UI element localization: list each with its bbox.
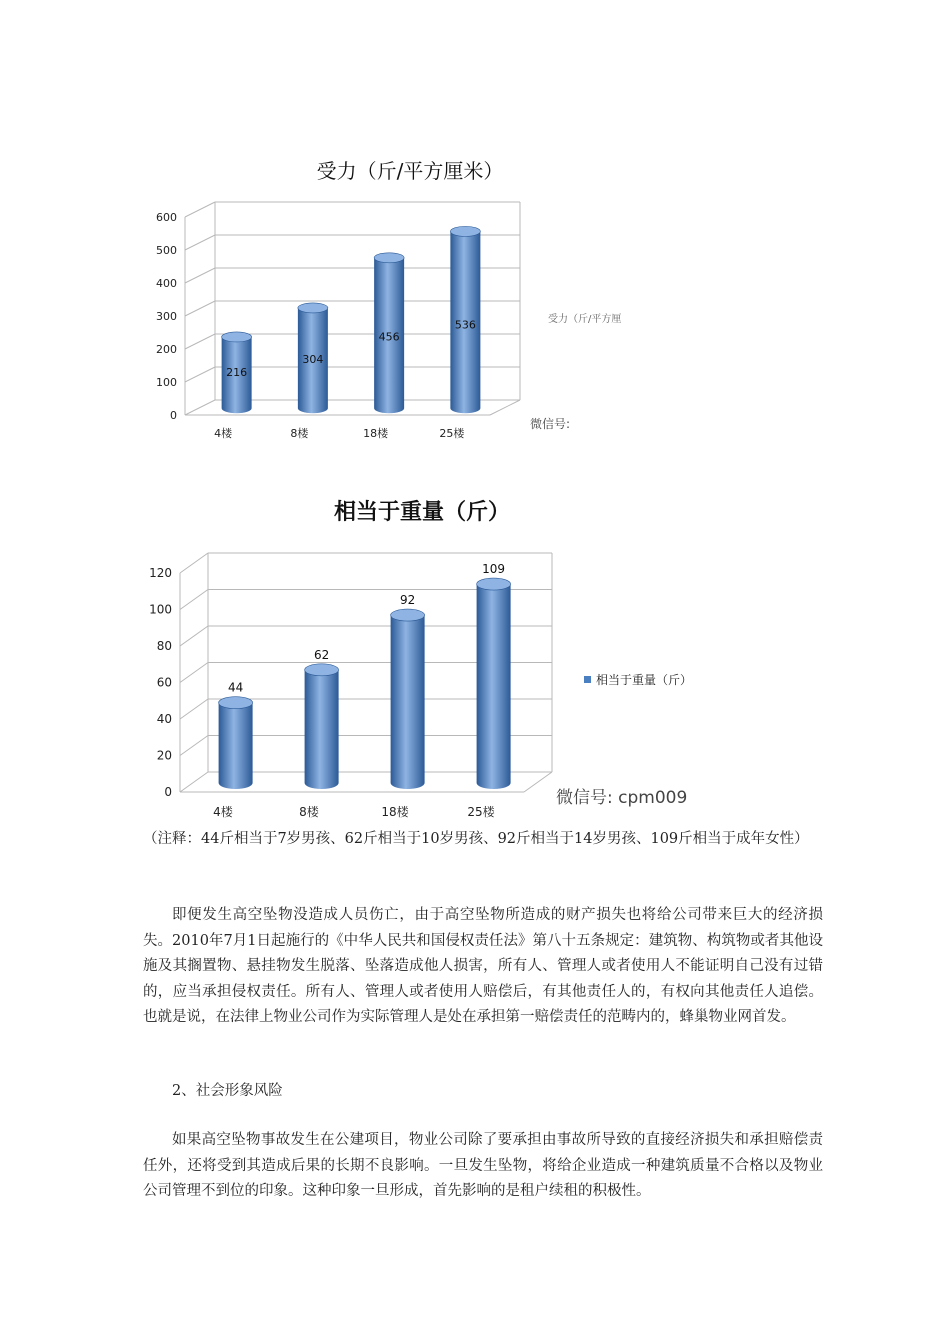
- bar-top-18楼: [374, 253, 404, 263]
- weight-chart-svg: [0, 485, 950, 830]
- bar-8楼: [305, 670, 339, 789]
- y-tick-label: 400: [156, 277, 177, 290]
- y-tick-label: 20: [156, 748, 172, 763]
- legend-label: 受力（斤/平方厘: [548, 314, 622, 325]
- chart-title: 受力（斤/平方厘米）: [316, 159, 504, 183]
- gridline-side: [180, 699, 208, 719]
- gridline-side: [180, 626, 208, 646]
- chart-title: 相当于重量（斤）: [333, 500, 511, 525]
- bar-top-8楼: [298, 303, 328, 313]
- y-tick-label: 100: [149, 602, 172, 617]
- pressure-chart: [0, 140, 950, 450]
- x-tick-label: 25楼: [467, 805, 495, 819]
- gridline-side: [185, 235, 215, 250]
- gridline-side: [185, 268, 215, 283]
- bar-25楼: [477, 584, 511, 789]
- data-label: 216: [226, 366, 248, 380]
- bar-top-25楼: [477, 578, 511, 590]
- gridline-side: [180, 736, 208, 756]
- data-label: 109: [482, 562, 506, 577]
- legend-label: 相当于重量（斤）: [596, 673, 693, 687]
- y-tick-label: 40: [156, 712, 172, 726]
- pressure-chart-svg: [0, 140, 950, 450]
- bar-top-8楼: [305, 664, 339, 676]
- y-tick-label: 200: [156, 343, 177, 356]
- y-tick-label: 0: [170, 409, 177, 422]
- y-tick-label: 80: [156, 639, 172, 653]
- paragraph-legal-liability: 即便发生高空坠物没造成人员伤亡，由于高空坠物所造成的财产损失也将给公司带来巨大的经济损失。2010年7月1日起施行的《中华人民共和国侵权责任法》第八十五条规定：建筑物、构筑物或者其他设施及其搁置物、悬挂物发生脱落、坠落造成他人损害，所有人、管理人或者使用人不能证明自己没有过错的，应当承担侵权责任。所有人、管理人或者使用人赔偿后，有其他责任人的，有权向其他责任人追偿。也就是说，在法律上物业公司作为实际管理人是处在承担第一赔偿责任的范畴内的，蜂巢物业网首发。: [143, 907, 823, 1025]
- x-tick-label: 18楼: [363, 427, 389, 440]
- y-tick-label: 100: [156, 376, 177, 389]
- gridline-side: [185, 334, 215, 349]
- bar-4楼: [219, 703, 253, 789]
- y-tick-label: 500: [156, 244, 177, 257]
- y-tick-label: 600: [156, 211, 177, 224]
- floor-right-edge: [524, 772, 552, 792]
- watermark-text: 微信号: cpm009: [556, 788, 688, 808]
- y-tick-label: 0: [164, 785, 172, 799]
- section-heading-social-image-risk: 2、社会形象风险: [172, 1083, 283, 1099]
- gridline-side: [185, 202, 215, 217]
- x-tick-label: 8楼: [290, 427, 309, 440]
- data-label: 304: [302, 353, 324, 367]
- x-tick-label: 4楼: [214, 427, 233, 440]
- gridline-side: [180, 663, 208, 683]
- gridline-side: [180, 772, 208, 792]
- bar-top-18楼: [391, 609, 425, 621]
- bar-18楼: [391, 615, 425, 789]
- legend-swatch: [584, 676, 591, 683]
- data-label: 62: [313, 647, 330, 662]
- y-tick-label: 300: [156, 310, 177, 323]
- gridline-side: [185, 367, 215, 382]
- chart-note: （注释：44斤相当于7岁男孩、62斤相当于10岁男孩、92斤相当于14岁男孩、109斤相当于成年女性）: [143, 831, 809, 847]
- floor-right-edge: [490, 400, 520, 415]
- y-tick-label: 60: [156, 675, 172, 690]
- data-label: 44: [227, 680, 244, 695]
- gridline-side: [180, 553, 208, 573]
- bar-top-4楼: [222, 332, 252, 342]
- bar-top-25楼: [450, 226, 480, 236]
- x-tick-label: 4楼: [213, 805, 233, 819]
- weight-chart: [0, 485, 950, 830]
- gridline-side: [185, 400, 215, 415]
- watermark-text: 微信号:: [530, 417, 571, 431]
- paragraph-social-image: 如果高空坠物事故发生在公建项目，物业公司除了要承担由事故所导致的直接经济损失和承担赔偿责任外，还将受到其造成后果的长期不良影响。一旦发生坠物，将给企业造成一种建筑质量不合格以及物业公司管理不到位的印象。这种印象一旦形成，首先影响的是租户续租的积极性。: [143, 1132, 823, 1199]
- x-tick-label: 25楼: [439, 427, 465, 440]
- gridline-side: [180, 590, 208, 610]
- data-label: 456: [378, 330, 400, 344]
- data-label: 92: [399, 593, 416, 608]
- gridline-side: [185, 301, 215, 316]
- data-label: 536: [454, 318, 476, 332]
- bar-top-4楼: [219, 697, 253, 709]
- x-tick-label: 18楼: [381, 805, 409, 819]
- y-tick-label: 120: [149, 566, 172, 580]
- x-tick-label: 8楼: [299, 805, 319, 819]
